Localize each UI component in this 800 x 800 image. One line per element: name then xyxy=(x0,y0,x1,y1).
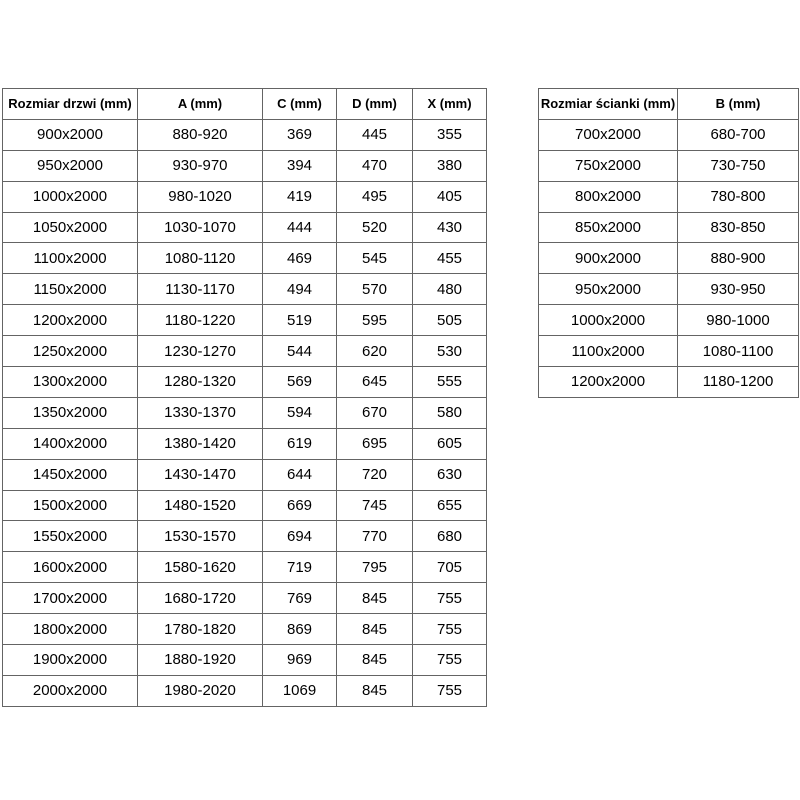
table-cell: 800x2000 xyxy=(539,181,678,212)
table-cell: 1180-1200 xyxy=(678,367,799,398)
table-cell: 1100x2000 xyxy=(539,336,678,367)
table-cell: 470 xyxy=(337,150,413,181)
table-cell: 645 xyxy=(337,367,413,398)
door-dimensions-table xyxy=(2,88,487,707)
table-cell: 830-850 xyxy=(678,212,799,243)
table-cell: 1600x2000 xyxy=(3,552,138,583)
table-cell: 1700x2000 xyxy=(3,583,138,614)
table-cell: 1250x2000 xyxy=(3,336,138,367)
table-cell: 1100x2000 xyxy=(3,243,138,274)
table-cell: 2000x2000 xyxy=(3,675,138,706)
table-cell: 845 xyxy=(337,675,413,706)
table-cell: 1200x2000 xyxy=(539,367,678,398)
table-cell: 1480-1520 xyxy=(138,490,263,521)
table-cell: 720 xyxy=(337,459,413,490)
column-header: C (mm) xyxy=(263,89,337,120)
table-cell: 595 xyxy=(337,305,413,336)
table-cell: 1350x2000 xyxy=(3,397,138,428)
table-cell: 369 xyxy=(263,119,337,150)
table-cell: 755 xyxy=(413,583,487,614)
table-cell: 544 xyxy=(263,336,337,367)
table-cell: 580 xyxy=(413,397,487,428)
table-cell: 480 xyxy=(413,274,487,305)
header-row xyxy=(3,89,487,120)
table-cell: 769 xyxy=(263,583,337,614)
table-row xyxy=(539,367,799,398)
table-cell: 419 xyxy=(263,181,337,212)
table-row xyxy=(3,645,487,676)
table-row xyxy=(539,150,799,181)
table-row xyxy=(3,397,487,428)
table-cell: 1980-2020 xyxy=(138,675,263,706)
table-cell: 1680-1720 xyxy=(138,583,263,614)
table-cell: 619 xyxy=(263,428,337,459)
table-cell: 1580-1620 xyxy=(138,552,263,583)
table-cell: 570 xyxy=(337,274,413,305)
table-cell: 444 xyxy=(263,212,337,243)
table-cell: 695 xyxy=(337,428,413,459)
table-row xyxy=(3,243,487,274)
table-cell: 869 xyxy=(263,614,337,645)
table-cell: 630 xyxy=(413,459,487,490)
table-cell: 705 xyxy=(413,552,487,583)
column-header: B (mm) xyxy=(678,89,799,120)
table-cell: 1380-1420 xyxy=(138,428,263,459)
table-cell: 930-970 xyxy=(138,150,263,181)
table-cell: 969 xyxy=(263,645,337,676)
table-cell: 930-950 xyxy=(678,274,799,305)
table-row xyxy=(3,181,487,212)
table-cell: 1530-1570 xyxy=(138,521,263,552)
table-row xyxy=(539,274,799,305)
table-row xyxy=(539,181,799,212)
table-cell: 795 xyxy=(337,552,413,583)
table-row xyxy=(3,614,487,645)
table-row xyxy=(539,305,799,336)
table-cell: 1230-1270 xyxy=(138,336,263,367)
table-cell: 1800x2000 xyxy=(3,614,138,645)
wall-dimensions-table xyxy=(538,88,799,398)
table-cell: 1780-1820 xyxy=(138,614,263,645)
table-row xyxy=(3,552,487,583)
table-row xyxy=(3,490,487,521)
table-cell: 1080-1120 xyxy=(138,243,263,274)
table-cell: 900x2000 xyxy=(539,243,678,274)
table-cell: 644 xyxy=(263,459,337,490)
table-row xyxy=(539,336,799,367)
table-cell: 755 xyxy=(413,614,487,645)
table-cell: 1050x2000 xyxy=(3,212,138,243)
table-cell: 1150x2000 xyxy=(3,274,138,305)
table-cell: 455 xyxy=(413,243,487,274)
table-row xyxy=(539,212,799,243)
table-cell: 770 xyxy=(337,521,413,552)
header-row xyxy=(539,89,799,120)
table-cell: 405 xyxy=(413,181,487,212)
table-cell: 980-1020 xyxy=(138,181,263,212)
table-cell: 555 xyxy=(413,367,487,398)
table-cell: 519 xyxy=(263,305,337,336)
table-cell: 845 xyxy=(337,645,413,676)
table-cell: 545 xyxy=(337,243,413,274)
table-cell: 900x2000 xyxy=(3,119,138,150)
table-cell: 700x2000 xyxy=(539,119,678,150)
table-row xyxy=(3,274,487,305)
table-cell: 980-1000 xyxy=(678,305,799,336)
table-cell: 880-920 xyxy=(138,119,263,150)
table-cell: 1200x2000 xyxy=(3,305,138,336)
table-cell: 845 xyxy=(337,583,413,614)
table-cell: 670 xyxy=(337,397,413,428)
table-cell: 1080-1100 xyxy=(678,336,799,367)
table-cell: 1000x2000 xyxy=(539,305,678,336)
table-cell: 669 xyxy=(263,490,337,521)
table-cell: 1550x2000 xyxy=(3,521,138,552)
column-header: Rozmiar ścianki (mm) xyxy=(539,89,678,120)
table-cell: 380 xyxy=(413,150,487,181)
table-cell: 1280-1320 xyxy=(138,367,263,398)
table-row xyxy=(3,428,487,459)
table-cell: 755 xyxy=(413,675,487,706)
table-row xyxy=(3,305,487,336)
column-header: A (mm) xyxy=(138,89,263,120)
table-cell: 780-800 xyxy=(678,181,799,212)
table-cell: 1069 xyxy=(263,675,337,706)
table-row xyxy=(3,150,487,181)
column-header: X (mm) xyxy=(413,89,487,120)
table-cell: 620 xyxy=(337,336,413,367)
table-cell: 655 xyxy=(413,490,487,521)
table-row xyxy=(3,675,487,706)
table-cell: 1030-1070 xyxy=(138,212,263,243)
table-cell: 730-750 xyxy=(678,150,799,181)
table-cell: 755 xyxy=(413,645,487,676)
column-header: D (mm) xyxy=(337,89,413,120)
table-cell: 445 xyxy=(337,119,413,150)
table-cell: 1400x2000 xyxy=(3,428,138,459)
column-header: Rozmiar drzwi (mm) xyxy=(3,89,138,120)
table-cell: 950x2000 xyxy=(3,150,138,181)
table-cell: 680 xyxy=(413,521,487,552)
table-cell: 1300x2000 xyxy=(3,367,138,398)
table-cell: 1330-1370 xyxy=(138,397,263,428)
table-cell: 950x2000 xyxy=(539,274,678,305)
table-cell: 394 xyxy=(263,150,337,181)
table-cell: 605 xyxy=(413,428,487,459)
table-cell: 469 xyxy=(263,243,337,274)
table-cell: 1180-1220 xyxy=(138,305,263,336)
table-cell: 680-700 xyxy=(678,119,799,150)
table-cell: 594 xyxy=(263,397,337,428)
table-cell: 850x2000 xyxy=(539,212,678,243)
table-cell: 1130-1170 xyxy=(138,274,263,305)
table-row xyxy=(539,119,799,150)
table-cell: 355 xyxy=(413,119,487,150)
table-row xyxy=(3,119,487,150)
table-cell: 845 xyxy=(337,614,413,645)
table-cell: 880-900 xyxy=(678,243,799,274)
table-cell: 1430-1470 xyxy=(138,459,263,490)
table-cell: 1900x2000 xyxy=(3,645,138,676)
table-cell: 505 xyxy=(413,305,487,336)
table-cell: 494 xyxy=(263,274,337,305)
table-row xyxy=(3,459,487,490)
table-row xyxy=(3,367,487,398)
table-cell: 1000x2000 xyxy=(3,181,138,212)
table-cell: 530 xyxy=(413,336,487,367)
table-row xyxy=(3,521,487,552)
table-row xyxy=(3,583,487,614)
table-cell: 719 xyxy=(263,552,337,583)
table-cell: 745 xyxy=(337,490,413,521)
table-row xyxy=(3,336,487,367)
table-cell: 1500x2000 xyxy=(3,490,138,521)
table-cell: 495 xyxy=(337,181,413,212)
table-cell: 569 xyxy=(263,367,337,398)
table-cell: 1450x2000 xyxy=(3,459,138,490)
table-cell: 694 xyxy=(263,521,337,552)
table-row xyxy=(3,212,487,243)
table-cell: 520 xyxy=(337,212,413,243)
table-row xyxy=(539,243,799,274)
table-cell: 1880-1920 xyxy=(138,645,263,676)
table-cell: 430 xyxy=(413,212,487,243)
table-cell: 750x2000 xyxy=(539,150,678,181)
